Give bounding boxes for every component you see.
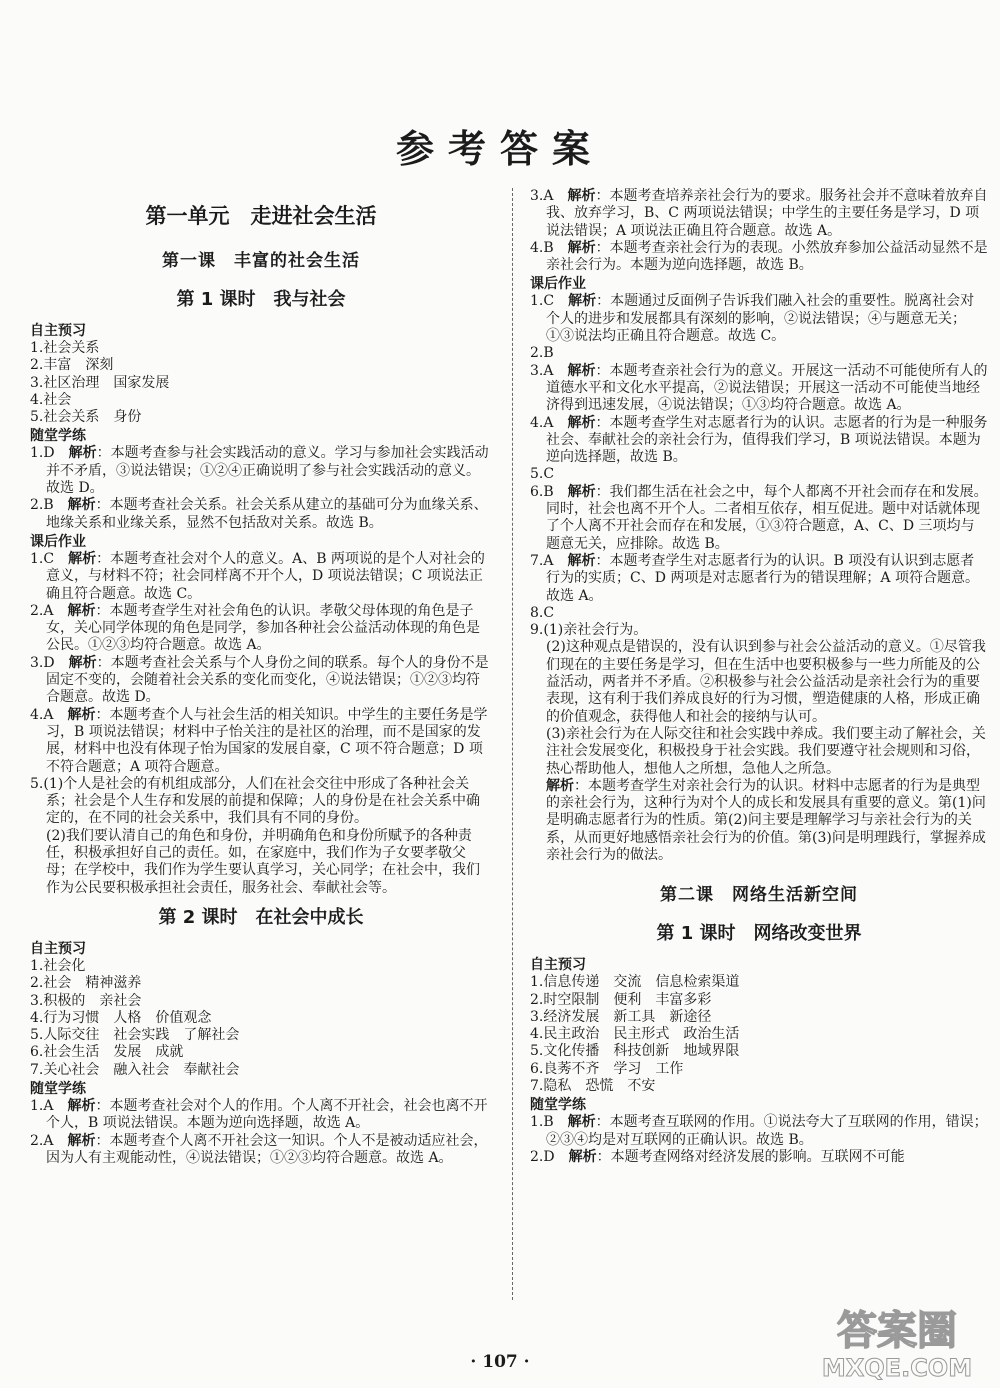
left-column: [30, 188, 492, 1167]
page-number: · 107 ·: [470, 1352, 530, 1372]
answer-item: 7.A 解析：本题考查学生对志愿者行为的认识。B 项没有认识到志愿者行为的实质；C、D 两项是对志愿者行为的错误理解；A 项符合题意。故选 A。: [530, 552, 979, 604]
answer-item: 8.C: [530, 604, 555, 621]
answer-item: 1.D 解析：本题考查参与社会实践活动的意义。学习与参加社会实践活动并不矛盾，③说法错误；①②④正确说明了参与社会实践活动的意义。故选 D。: [30, 445, 489, 497]
answer-line: 6.良莠不齐 学习 工作: [530, 1060, 684, 1077]
watermark-url: MXQE.COM: [821, 1354, 973, 1382]
answer-line: 1.社会化: [30, 957, 86, 974]
answer-item: (2)这种观点是错误的，没有认识到参与社会公益活动的意义。①尽管我们现在的主要任务是学习，但在生活中也要积极参与一些力所能及的公益活动，两者并不矛盾。②积极参与社会公益活动是亲社会行为的重要表现，这有利于我们养成良好的行为习惯，塑造健康的人格，形成正确的价值观念，获得他人和社会的接纳与认可。: [546, 639, 986, 725]
answer-item: 1.C 解析：本题考查社会对个人的意义。A、B 两项说的是个人对社会的意义，与材料不符；社会同样离不开个人，D 项说法错误；C 项说法正确且符合题意。故选 C。: [30, 550, 485, 602]
answer-item: 5.C: [530, 466, 555, 483]
answer-line: 5.社会关系 身份: [30, 409, 142, 426]
page-title: 参考答案: [395, 126, 604, 171]
lesson-heading: 第二课 网络生活新空间: [660, 885, 858, 906]
watermark-main: 答案圈: [837, 1308, 957, 1354]
answer-analysis: 解析：本题考查学生对亲社会行为的认识。材料中志愿者的行为是典型的亲社会行为，这种行为对个人的成长和发展具有重要的意义。第(1)问是明确志愿者行为的性质。第(2)问主要是理解学习与亲社会行为的关系，从而更好地感悟亲社会行为的价值。第(3)问是明理践行，掌握养成亲社会行为的做法。: [546, 777, 986, 863]
answer-line: 1.信息传递 交流 信息检索渠道: [530, 974, 740, 991]
answer-line: 1.社会关系: [30, 340, 100, 356]
answer-line: 3.积极的 亲社会: [30, 992, 142, 1009]
answer-line: 4.民主政治 民主形式 政治生活: [530, 1026, 740, 1043]
answer-item: 2.A 解析：本题考查学生对社会角色的认识。孝敬父母体现的角色是子女，关心同学体现的角色是同学，参加各种社会公益活动体现的角色是公民。①②③均符合题意。故选 A。: [30, 602, 480, 654]
answer-line: 2.时空限制 便利 丰富多彩: [530, 991, 712, 1008]
answer-item: 1.A 解析：本题考查社会对个人的作用。个人离不开社会，社会也离不开个人，B 项说法错误。本题为逆向选择题，故选 A。: [30, 1097, 488, 1132]
answer-line: 4.社会: [30, 391, 72, 408]
section-title: 随堂学练: [30, 428, 86, 445]
section-title: 自主预习: [530, 957, 586, 974]
period-heading: 第 2 课时 在社会中成长: [158, 906, 364, 928]
answer-line: 4.行为习惯 人格 价值观念: [30, 1009, 212, 1026]
answer-line: 2.社会 精神滋养: [30, 975, 142, 992]
answer-line: 5.人际交往 社会实践 了解社会: [30, 1027, 240, 1044]
answer-item: 3.A 解析：本题考查培养亲社会行为的要求。服务社会并不意味着放弃自我、放弃学习，B、C 两项说法错误；中学生的主要任务是学习，D 项说法错误；A 项说法正确且符合题意。故选 A。: [530, 188, 988, 239]
answer-item: 3.D 解析：本题考查社会关系与个人身份之间的联系。每个人的身份不是固定不变的，会随着社会关系的变化而变化，④说法错误；①②③均符合题意。故选 D。: [30, 654, 489, 706]
answer-line: 2.丰富 深刻: [30, 357, 114, 374]
section-title: 自主预习: [30, 940, 86, 957]
section-title: 课后作业: [530, 276, 586, 293]
answer-item: 1.C 解析：本题通过反面例子告诉我们融入社会的重要性。脱离社会对个人的进步和发展都具有深刻的影响，②说法错误；④与题意无关；①③说法均正确且符合题意。故选 C。: [530, 293, 975, 345]
answer-line: 6.社会生活 发展 成就: [30, 1044, 184, 1061]
answer-item: 3.A 解析：本题考查亲社会行为的意义。开展这一活动不可能使所有人的道德水平和文化水平提高，②说法错误；开展这一活动不可能使当地经济得到迅速发展，④说法错误；①③均符合题意。故选 A。: [530, 362, 988, 414]
answer-item: 2.B 解析：本题考查社会关系。社会关系从建立的基础可分为血缘关系、地缘关系和业缘关系，显然不包括敌对关系。故选 B。: [30, 497, 488, 531]
answer-item: 6.B 解析：我们都生活在社会之中，每个人都离不开社会而存在和发展。同时，社会也离不开个人。二者相互依存，相互促进。题中对话就体现了个人离不开社会而存在和发展，①③符合题意，A、C、D 三项均与题意无关，应排除。故选 B。: [530, 483, 988, 552]
section-title: 随堂学练: [530, 1097, 586, 1114]
answer-item: 4.B 解析：本题考查亲社会行为的表现。小然放弃参加公益活动显然不是亲社会行为。本题为逆向选择题，故选 B。: [530, 239, 988, 274]
answer-item: 4.A 解析：本题考查个人与社会生活的相关知识。中学生的主要任务是学习，B 项说法错误；材料中子怡关注的是社区的治理，而不是国家的发展，材料中也没有体现子怡为国家的发展自豪，C 项不符合题意；D 项不符合题意；A 项符合题意。: [30, 706, 488, 775]
right-column: [530, 188, 988, 1166]
answer-item: 1.B 解析：本题考查互联网的作用。①说法夸大了互联网的作用，错误；②③④均是对互联网的正确认识。故选 B。: [530, 1114, 988, 1148]
answer-line: 7.关心社会 融入社会 奉献社会: [30, 1061, 240, 1078]
period-heading: 第 1 课时 我与社会: [176, 289, 346, 310]
answer-item: 5.(1)个人是社会的有机组成部分，人们在社会交往中形成了各种社会关系；社会是个人生存和发展的前提和保障；人的身份是在社会关系中确定的，在不同的社会关系中，我们具有不同的身份。: [30, 775, 480, 827]
section-title: 课后作业: [30, 533, 86, 550]
period-heading: 第 1 课时 网络改变世界: [656, 923, 862, 945]
answer-item: (3)亲社会行为在人际交往和社会实践中养成。我们要主动了解社会，关注社会发展变化，积极投身于社会实践。我们要遵守社会规则和习俗，热心帮助他人，想他人之所想，急他人之所急。: [546, 725, 986, 777]
section-title: 自主预习: [30, 323, 86, 339]
answer-item: 9.(1)亲社会行为。: [530, 622, 648, 639]
answer-item: 2.A 解析：本题考查个人离不开社会这一知识。个人不是被动适应社会，因为人有主观能动性，④说法错误；①②③均符合题意。故选 A。: [30, 1132, 488, 1166]
answer-line: 3.经济发展 新工具 新途径: [530, 1008, 712, 1025]
unit-heading: 第一单元 走进社会生活: [145, 204, 377, 228]
answer-item: 2.D 解析：本题考查网络对经济发展的影响。互联网不可能: [530, 1148, 905, 1165]
answer-line: 7.隐私 恐慌 不安: [530, 1078, 656, 1095]
answer-item: 2.B: [530, 345, 554, 362]
lesson-heading: 第一课 丰富的社会生活: [162, 251, 360, 271]
watermark-logo: [802, 1294, 992, 1384]
column-divider: [512, 188, 513, 1300]
answer-item: (2)我们要认清自己的角色和身份，并明确角色和身份所赋予的各种责任，积极承担好自己的责任。如，在家庭中，我们作为子女要孝敬父母；在学校中，我们作为学生要认真学习，关心同学；在社会中，我们作为公民要积极承担社会责任，服务社会、奉献社会等。: [46, 827, 480, 896]
section-title: 随堂学练: [30, 1080, 86, 1097]
answer-line: 5.文化传播 科技创新 地域界限: [530, 1043, 740, 1060]
answer-line: 3.社区治理 国家发展: [30, 374, 170, 391]
answer-item: 4.A 解析：本题考查学生对志愿者行为的认识。志愿者的行为是一种服务社会、奉献社会的亲社会行为，值得我们学习，B 项说法错误。本题为逆向选择题，故选 B。: [530, 414, 988, 466]
